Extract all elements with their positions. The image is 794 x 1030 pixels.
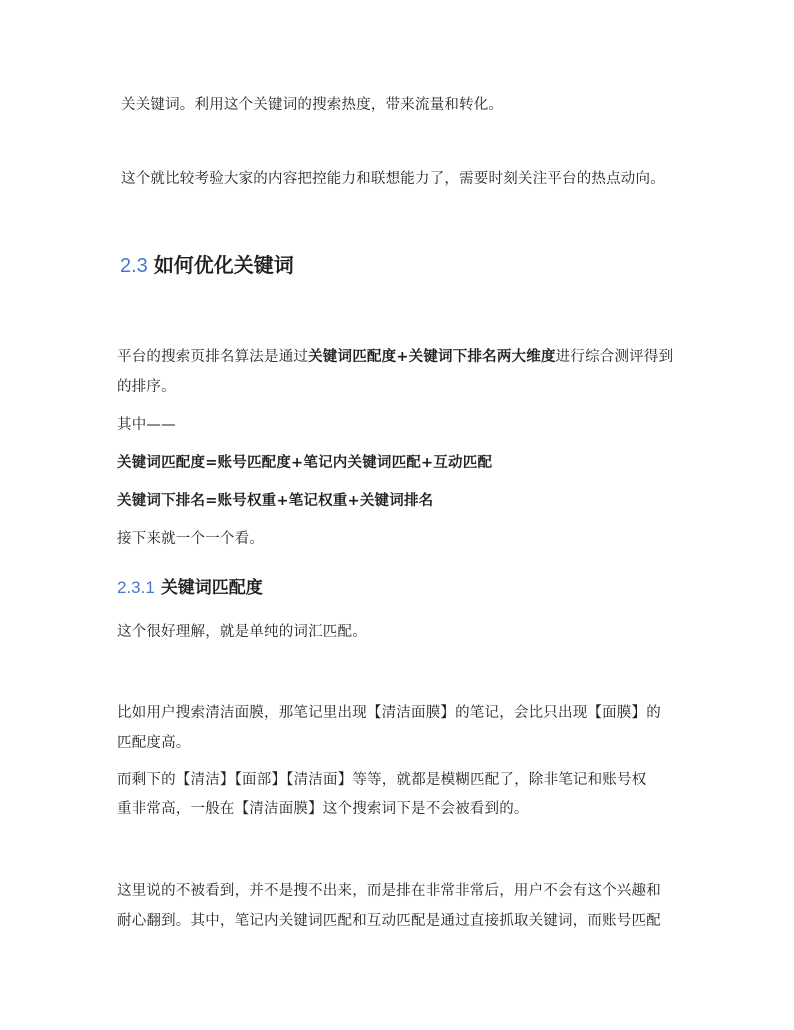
section-number: 2.3 (120, 255, 148, 277)
paragraph-rest-line1: 而剩下的【清洁】【面部】【清洁面】等等，就都是模糊匹配了，除非笔记和账号权 (117, 772, 647, 788)
paragraph-simple-match: 这个很好理解，就是单纯的词汇匹配。 (117, 624, 367, 640)
formula-keyword-match: 关键词匹配度=账号匹配度+笔记内关键词匹配+互动匹配 (117, 455, 493, 471)
algorithm-text-bold: 关键词匹配度+关键词下排名两大维度 (308, 349, 556, 365)
subsection-title: 关键词匹配度 (160, 578, 263, 598)
section-heading-2-3-1 (117, 577, 263, 599)
section-title: 如何优化关键词 (153, 253, 294, 277)
section-heading-2-3 (120, 252, 294, 279)
paragraph-algorithm (117, 347, 673, 367)
algorithm-text-suffix: 进行综合测评得到 (555, 349, 674, 365)
paragraph-keyword-traffic: 关关键词。利用这个关键词的搜索热度，带来流量和转化。 (121, 97, 504, 113)
paragraph-unseen-line2: 耐心翻到。其中，笔记内关键词匹配和互动匹配是通过直接抓取关键词，而账号匹配 (117, 913, 661, 929)
paragraph-next: 接下来就一个一个看。 (117, 531, 264, 547)
paragraph-unseen-line1: 这里说的不被看到，并不是搜不出来，而是排在非常非常后，用户不会有这个兴趣和 (117, 883, 661, 899)
paragraph-algorithm-line2: 的排序。 (117, 379, 176, 395)
algorithm-text-prefix: 平台的搜索页排名算法是通过 (117, 349, 309, 365)
paragraph-rest-line2: 重非常高，一般在【清洁面膜】这个搜索词下是不会被看到的。 (117, 801, 529, 817)
paragraph-content-ability: 这个就比较考验大家的内容把控能力和联想能力了，需要时刻关注平台的热点动向。 (121, 171, 665, 187)
paragraph-among: 其中—— (117, 417, 176, 433)
subsection-number: 2.3.1 (117, 578, 155, 597)
paragraph-example-line1: 比如用户搜索清洁面膜，那笔记里出现【清洁面膜】的笔记，会比只出现【面膜】的 (117, 705, 661, 721)
formula-keyword-rank: 关键词下排名=账号权重+笔记权重+关键词排名 (117, 493, 434, 509)
paragraph-example-line2: 匹配度高。 (117, 735, 191, 751)
